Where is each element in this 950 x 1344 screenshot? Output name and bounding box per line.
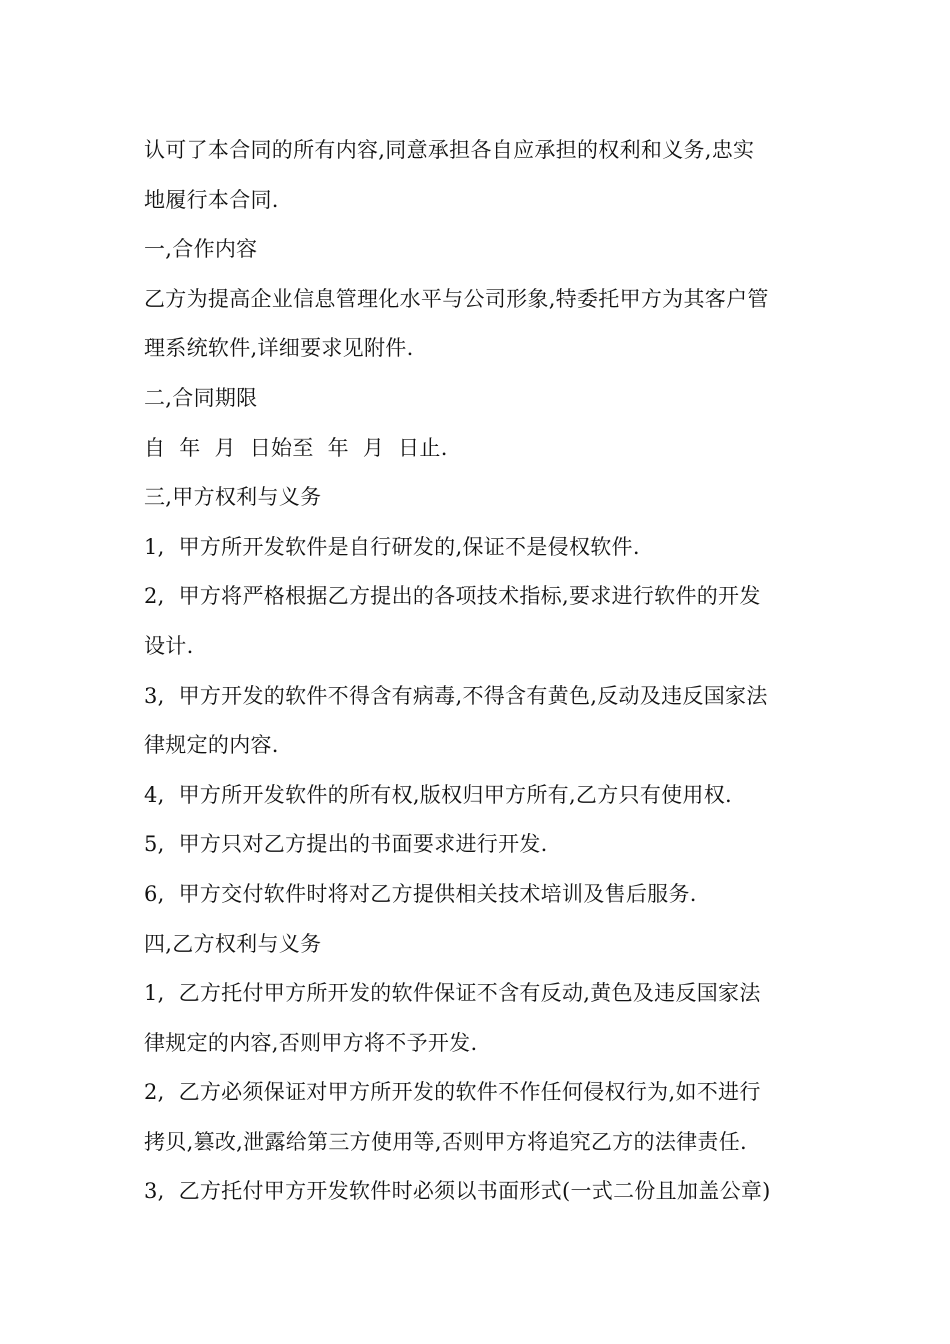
list-item: 1, 乙方托付甲方所开发的软件保证不含有反动,黄色及违反国家法 (144, 981, 761, 1006)
contract-text-body (144, 126, 814, 1217)
text-line: 理系统软件,详细要求见附件. (144, 336, 414, 361)
list-item: 3, 甲方开发的软件不得含有病毒,不得含有黄色,反动及违反国家法 (144, 683, 768, 708)
section-heading: 二,合同期限 (144, 385, 258, 410)
list-item: 5, 甲方只对乙方提出的书面要求进行开发. (144, 832, 548, 857)
section-heading: 四,乙方权利与义务 (144, 931, 322, 956)
text-line: 律规定的内容,否则甲方将不予开发. (144, 1030, 478, 1055)
text-line: 地履行本合同. (144, 187, 279, 212)
list-item: 3, 乙方托付甲方开发软件时必须以书面形式(一式二份且加盖公章) (144, 1179, 771, 1204)
list-item: 4, 甲方所开发软件的所有权,版权归甲方所有,乙方只有使用权. (144, 782, 733, 807)
text-line: 拷贝,篡改,泄露给第三方使用等,否则甲方将追究乙方的法律责任. (144, 1129, 747, 1154)
text-line: 乙方为提高企业信息管理化水平与公司形象,特委托甲方为其客户管 (144, 286, 769, 311)
list-item: 6, 甲方交付软件时将对乙方提供相关技术培训及售后服务. (144, 881, 697, 906)
section-heading: 一,合作内容 (144, 237, 258, 262)
list-item: 2, 乙方必须保证对甲方所开发的软件不作任何侵权行为,如不进行 (144, 1080, 761, 1105)
text-line: 律规定的内容. (144, 733, 279, 758)
text-line: 认可了本合同的所有内容,同意承担各自应承担的权利和义务,忠实 (144, 138, 755, 162)
list-item: 2, 甲方将严格根据乙方提出的各项技术指标,要求进行软件的开发 (144, 584, 761, 609)
text-line: 设计. (144, 633, 194, 658)
section-heading: 三,甲方权利与义务 (144, 485, 322, 510)
text-line: 自 年 月 日始至 年 月 日止. (144, 435, 448, 460)
list-item: 1, 甲方所开发软件是自行研发的,保证不是侵权软件. (144, 534, 640, 559)
